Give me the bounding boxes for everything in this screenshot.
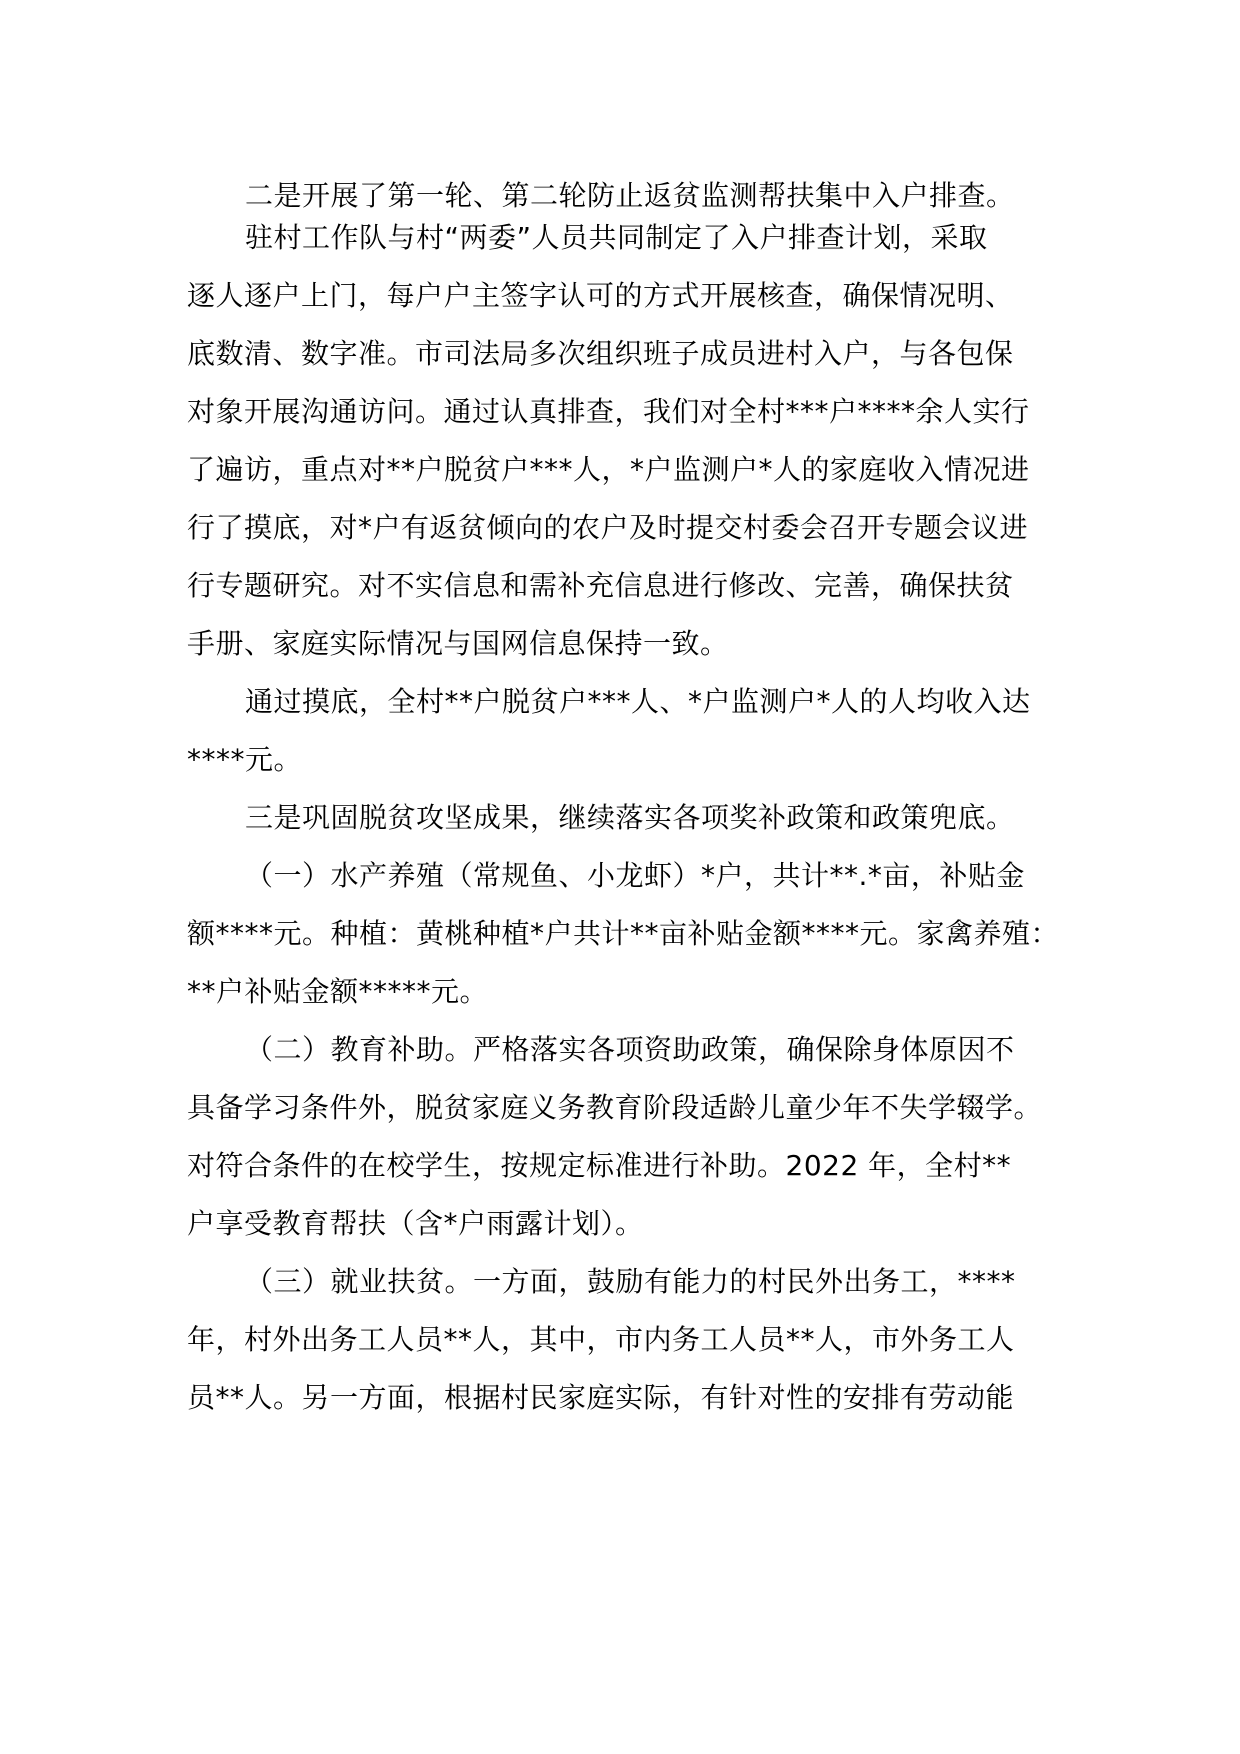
paragraph-line-13: （一）水产养殖（常规鱼、小龙虾）*户，共计**.*亩，补贴金 (245, 859, 1025, 892)
paragraph-line-19: 户享受教育帮扶（含*户雨露计划）。 (187, 1207, 644, 1240)
paragraph-line-15: **户补贴金额*****元。 (187, 975, 489, 1008)
paragraph-line-16: （二）教育补助。严格落实各项资助政策，确保除身体原因不 (245, 1033, 1015, 1066)
paragraph-line-17: 具备学习条件外，脱贫家庭义务教育阶段适龄儿童少年不失学辍学。 (187, 1091, 1043, 1124)
paragraph-line-10: 通过摸底，全村**户脱贫户***人、*户监测户*人的人均收入达 (245, 685, 1031, 718)
paragraph-line-9: 手册、家庭实际情况与国网信息保持一致。 (187, 627, 729, 660)
paragraph-line-18: 对符合条件的在校学生，按规定标准进行补助。2022 年，全村** (187, 1149, 1012, 1182)
paragraph-line-5: 对象开展沟通访问。通过认真排查，我们对全村***户****余人实行 (187, 395, 1030, 428)
paragraph-line-6: 了遍访，重点对**户脱贫户***人，*户监测户*人的家庭收入情况进 (187, 453, 1030, 486)
paragraph-line-21: 年，村外出务工人员**人，其中，市内务工人员**人，市外务工人 (187, 1323, 1015, 1356)
paragraph-line-20: （三）就业扶贫。一方面，鼓励有能力的村民外出务工，**** (245, 1265, 1016, 1298)
paragraph-line-11: ****元。 (187, 743, 303, 776)
paragraph-line-22: 员**人。另一方面，根据村民家庭实际，有针对性的安排有劳动能 (187, 1381, 1015, 1414)
paragraph-line-4: 底数清、数字准。市司法局多次组织班子成员进村入户，与各包保 (187, 337, 1014, 370)
paragraph-line-7: 行了摸底，对*户有返贫倾向的农户及时提交村委会召开专题会议进 (187, 511, 1029, 544)
paragraph-line-1: 二是开展了第一轮、第二轮防止返贫监测帮扶集中入户排查。 (245, 179, 1015, 212)
paragraph-line-3: 逐人逐户上门，每户户主签字认可的方式开展核查，确保情况明、 (187, 279, 1014, 312)
paragraph-line-2: 驻村工作队与村“两委”人员共同制定了入户排查计划，采取 (245, 221, 988, 254)
paragraph-line-8: 行专题研究。对不实信息和需补充信息进行修改、完善，确保扶贫 (187, 569, 1014, 602)
paragraph-line-12: 三是巩固脱贫攻坚成果，继续落实各项奖补政策和政策兜底。 (245, 801, 1015, 834)
paragraph-line-14: 额****元。种植：黄桃种植*户共计**亩补贴金额****元。家禽养殖： (187, 917, 1060, 950)
